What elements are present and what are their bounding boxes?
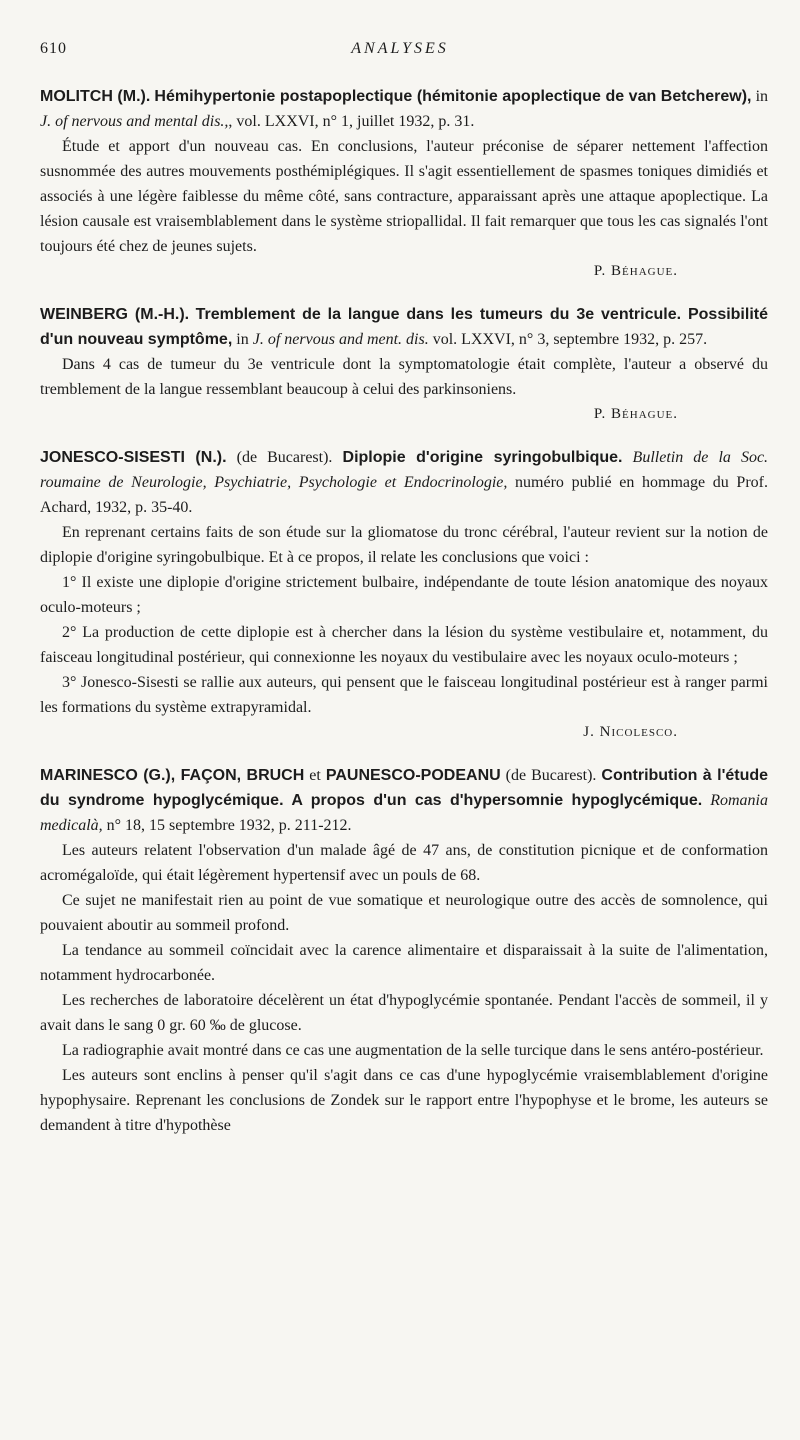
entry-heading (40, 763, 768, 838)
entry-paragraph: La radiographie avait montré dans ce cas une augmentation de la selle turcique dans le sens antéro-postérieur. (62, 1042, 764, 1059)
entry-paragraph: 1° Il existe une diplopie d'origine strictement bulbaire, indépendante de toute lésion anatomique des noyaux oculo-moteurs ; (40, 574, 768, 616)
running-title: ANALYSES (351, 40, 449, 57)
entry-journal: Bulletin de la Soc. roumaine de Neurologie, Psychiatrie, Psychologie et Endocrinologie, (40, 449, 769, 491)
entry-body (40, 838, 768, 1138)
entry-reference: n° 18, 15 septembre 1932, p. 211-212. (106, 817, 352, 834)
entry-paragraph: En reprenant certains faits de son étude sur la gliomatose du tronc cérébral, l'auteur revient sur la notion de diplopie d'origine syringobulbique. Et à ce propos, il relate les conclusions que voici : (40, 524, 768, 566)
entry-paragraph: Les recherches de laboratoire décelèrent un état d'hypoglycémie spontanée. Pendant l'accès de sommeil, il y avait dans le sang 0 gr. 60 ‰ de glucose. (40, 992, 768, 1034)
entry-reference: vol. LXXVI, n° 3, septembre 1932, p. 257. (432, 331, 708, 348)
entry-paragraph: Les auteurs sont enclins à penser qu'il s'agit dans ce cas d'une hypoglycémie vraisemblablement d'origine hypophysaire. Reprenant les conclusions de Zondek sur le rapport entre l'hypophyse et le brome, les auteurs se demandent à titre d'hypothèse (40, 1067, 768, 1134)
entry-body (40, 134, 768, 259)
entry-signature: P. Béhague. (593, 263, 678, 279)
ref-in: in (755, 88, 769, 105)
abstract-entry (40, 445, 768, 745)
entry-title: Diplopie d'origine syringobulbique. (342, 449, 623, 466)
abstract-entry (40, 302, 768, 427)
running-head (40, 40, 760, 64)
entry-paragraph: Ce sujet ne manifestait rien au point de vue somatique et neurologique outre des accès de somnolence, qui pouvaient aboutir au sommeil profond. (40, 892, 768, 934)
entry-journal: J. of nervous and mental dis., (40, 113, 229, 130)
entry-paragraph: Étude et apport d'un nouveau cas. En conclusions, l'auteur préconise de séparer nettement l'affection susnommée des autres mouvements posthémiplégiques. Il s'agit essentiellement de spasmes toniques dimidiés et associés à une légère faiblesse du même côté, sans contracture, apparaissant après une attaque apoplectique. La lésion causale est vraisemblablement dans le système striopallidal. Il fait remarquer que tous les cas signalés l'ont toujours été chez de jeunes sujets. (40, 138, 768, 255)
entry-body (40, 352, 768, 402)
ref-in: in (236, 331, 249, 348)
abstract-entry (40, 84, 768, 284)
entry-title: Contribution à l'étude du syndrome hypoglycémique. A propos d'un cas d'hypersomnie hypoglycémique. (40, 767, 769, 809)
entry-title: Tremblement de la langue dans les tumeurs du 3e ventricule. Possibilité d'un nouveau symptôme, (40, 306, 768, 348)
entry-signature: J. Nicolesco. (583, 724, 678, 740)
entry-paragraph: 3° Jonesco-Sisesti se rallie aux auteurs, qui pensent que le faisceau longitudinal postérieur est à ranger parmi les formations du système extrapyramidal. (40, 674, 768, 716)
entry-paragraph: 2° La production de cette diplopie est à chercher dans la lésion du système vestibulaire et, notamment, du faisceau longitudinal postérieur, qui connexionne les noyaux du vestibulaire avec les noyaux oculo-moteurs ; (40, 624, 768, 666)
entry-title: Hémihypertonie postapoplectique (hémitonie apoplectique de van Betcherew), (154, 88, 752, 105)
entry-reference: , vol. LXXVI, n° 1, juillet 1932, p. 31. (228, 113, 475, 130)
entry-heading (40, 302, 768, 352)
page-number: 610 (40, 40, 67, 57)
entry-authors: MOLITCH (M.). (40, 88, 151, 105)
entry-origin: (de Bucarest). (505, 767, 597, 784)
entry-heading (40, 445, 768, 520)
entry-origin: (de Bucarest). (236, 449, 333, 466)
page-content (40, 84, 768, 1156)
entry-authors-2: PAUNESCO-PODEANU (325, 767, 501, 784)
entry-heading (40, 84, 768, 134)
entry-authors: JONESCO-SISESTI (N.). (40, 449, 227, 466)
entry-paragraph: La tendance au sommeil coïncidait avec la carence alimentaire et disparaissait à la suite de l'alimentation, notamment hydrocarbonée. (40, 942, 768, 984)
entry-authors: MARINESCO (G.), FAÇON, BRUCH (40, 767, 305, 784)
entry-conjunction: et (309, 767, 321, 784)
entry-body (40, 520, 768, 720)
entry-authors: WEINBERG (M.-H.). (40, 306, 190, 323)
entry-journal: J. of nervous and ment. dis. (252, 331, 429, 348)
entry-signature: P. Béhague. (593, 406, 678, 422)
entry-paragraph: Les auteurs relatent l'observation d'un malade âgé de 47 ans, de constitution picnique et de conformation acromégaloïde, qui était légèrement hypertensif avec un pouls de 68. (40, 842, 768, 884)
abstract-entry (40, 763, 768, 1138)
entry-journal: Romania medicalà, (40, 792, 768, 834)
entry-reference: numéro publié en hommage du Prof. Achard, 1932, p. 35-40. (40, 474, 768, 516)
entry-paragraph: Dans 4 cas de tumeur du 3e ventricule dont la symptomatologie était complète, l'auteur a observé du tremblement de la langue ressemblant beaucoup à celui des parkinsoniens. (40, 356, 768, 398)
